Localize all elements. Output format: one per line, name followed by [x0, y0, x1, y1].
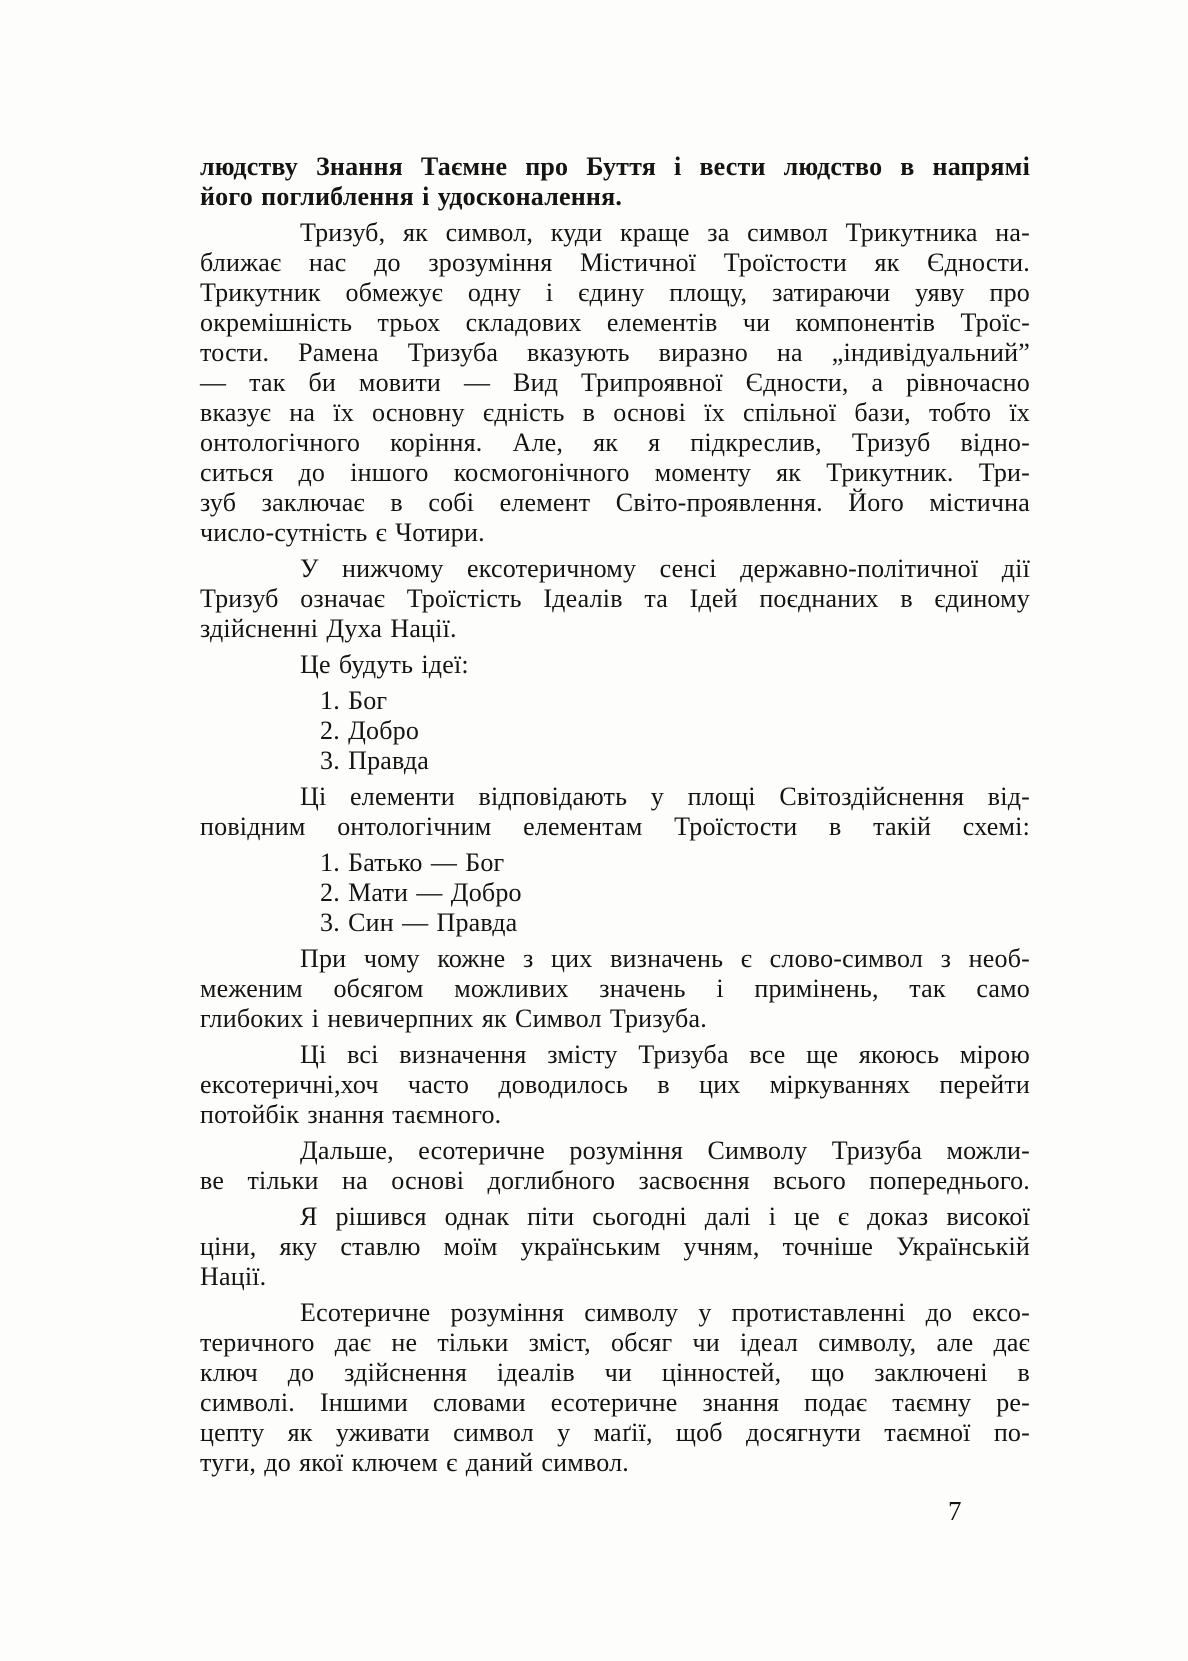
paragraph: [200, 218, 1030, 548]
text-line: ве тільки на основі доглибного засвоєння всього попереднього.: [200, 1166, 1030, 1195]
text-line: потойбік знання таємного.: [200, 1100, 502, 1129]
text-line: число-сутність є Чотири.: [200, 518, 485, 547]
paragraph: [200, 1040, 1030, 1130]
text-line: ситься до іншого космогонічного моменту як Трикутник. Три-: [200, 458, 1030, 487]
text-line: теричного дає не тільки зміст, обсяг чи ідеал символу, але дає: [200, 1328, 1030, 1357]
list-item: 2. Мати — Добро: [320, 878, 522, 907]
paragraph: [200, 1298, 1030, 1478]
list-item: 1. Бог: [320, 686, 388, 715]
text-line: тости. Рамена Тризуба вказують виразно на „індивідуальний”: [200, 338, 1030, 367]
text-line: окремішність трьох складових елементів чи компонентів Троїс-: [200, 308, 1030, 337]
page-number: 7: [948, 1496, 962, 1526]
paragraph: [200, 554, 1030, 644]
text-line: ближає нас до зрозуміння Містичної Троїстости як Єдности.: [200, 248, 1030, 277]
paragraph: [200, 650, 1030, 680]
text-line: — так би мовити — Вид Трипроявної Єдности, а рівночасно: [200, 368, 1030, 397]
text-line: Тризуб означає Троїстість Ідеалів та Ідей поєднаних в єдиному: [200, 584, 1030, 613]
paragraph: [200, 782, 1030, 842]
text-line: ексотеричні,хоч часто доводилось в цих міркуваннях перейти: [200, 1070, 1030, 1099]
text-line: Дальше, есотеричне розуміння Символу Тризуба можли-: [300, 1136, 1030, 1165]
text-line: людству Знання Таємне про Буття і вести людство в напрямі: [200, 152, 1030, 181]
text-line: Це будуть ідеї:: [300, 650, 469, 679]
paragraph: [200, 152, 1030, 212]
text-line: Трикутник обмежує одну і єдину площу, затираючи уяву про: [200, 278, 1030, 307]
list-item: 3. Син — Правда: [320, 908, 518, 937]
text-line: цепту як уживати символ у маґії, щоб досягнути таємної по-: [200, 1418, 1030, 1447]
paragraph: [200, 1202, 1030, 1292]
text-line: зуб заключає в собі елемент Світо-проявлення. Його містична: [200, 488, 1030, 517]
list-item: 2. Добро: [320, 716, 420, 745]
text-line: онтологічного коріння. Але, як я підкреслив, Тризуб відно-: [200, 428, 1030, 457]
ordered-list: [200, 848, 1030, 938]
text-line: меженим обсягом можливих значень і примінень, так само: [200, 974, 1030, 1003]
page-text: [200, 152, 1030, 1478]
text-line: вказує на їх основну єдність в основі їх спільної бази, тобто їх: [200, 398, 1030, 427]
text-line: При чому кожне з цих визначень є слово-символ з необ-: [300, 944, 1030, 973]
text-line: його поглиблення і удосконалення.: [200, 182, 623, 211]
ordered-list: [200, 686, 1030, 776]
text-line: здійсненні Духа Нації.: [200, 614, 457, 643]
text-line: Тризуб, як символ, куди краще за символ Трикутника на-: [300, 218, 1030, 247]
text-line: туги, до якої ключем є даний символ.: [200, 1448, 629, 1477]
text-line: Ці елементи відповідають у площі Світоздійснення від-: [300, 782, 1030, 811]
text-line: Я рішився однак піти сьогодні далі і це є доказ високої: [300, 1202, 1030, 1231]
text-line: ключ до здійснення ідеалів чи цінностей, що заключені в: [200, 1358, 1030, 1387]
text-line: Ці всі визначення змісту Тризуба все ще якоюсь мірою: [300, 1040, 1030, 1069]
text-line: Есотеричне розуміння символу у протиставленні до ексо-: [300, 1298, 1030, 1327]
text-line: глибоких і невичерпних як Символ Тризуба.: [200, 1004, 707, 1033]
list-item: 3. Правда: [320, 746, 430, 775]
text-line: ціни, яку ставлю моїм українським учням, точніше Українській: [200, 1232, 1030, 1261]
paragraph: [200, 1136, 1030, 1196]
list-item: 1. Батько — Бог: [320, 848, 505, 877]
text-line: У нижчому ексотеричному сенсі державно-політичної дії: [300, 554, 1030, 583]
text-line: символі. Іншими словами есотеричне знання подає таємну ре-: [200, 1388, 1030, 1417]
text-line: Нації.: [200, 1262, 267, 1291]
paragraph: [200, 944, 1030, 1034]
text-line: повідним онтологічним елементам Троїстости в такій схемі:: [200, 812, 1030, 841]
